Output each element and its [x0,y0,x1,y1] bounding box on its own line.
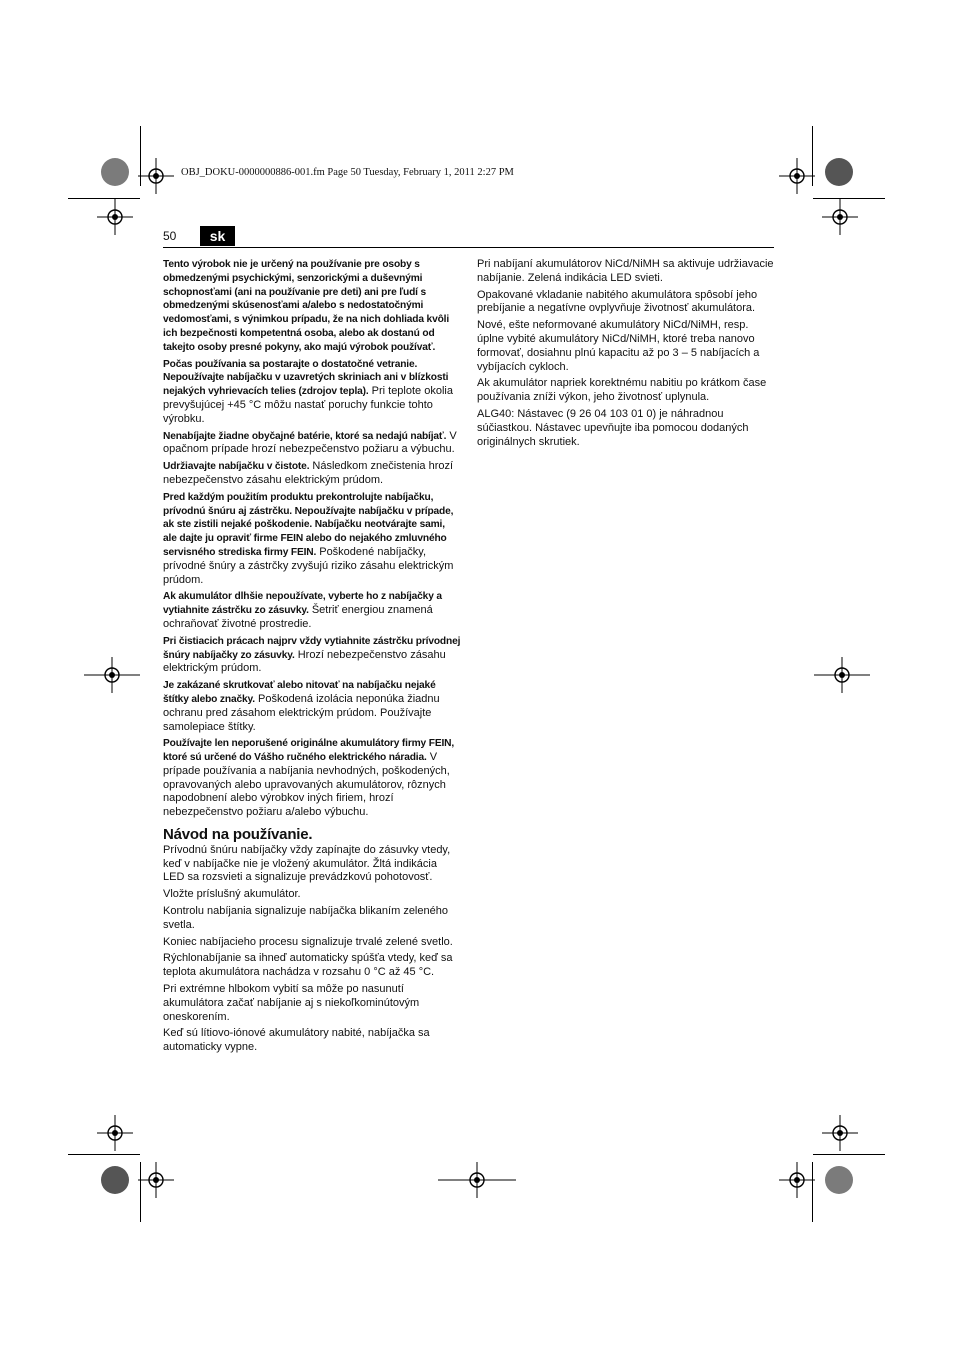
paragraph: Kontrolu nabíjania signalizuje nabíjačka blikaním zeleného svetla. [163,905,448,931]
crosshair-icon [97,1115,133,1151]
warning-text: V opačnom prípade hrozí nebezpečenstvo požiaru a výbuchu. [163,429,457,456]
warning-bold: Ak akumulátor dlhšie nepoužívate, vyberte ho z nabíjačky a vytiahnite zástrčku zo zásuvky. [163,591,442,617]
warning-text: Poškodené nabíjačky, prívodné šnúry a zástrčky zvyšujú riziko zásahu elektrickým prúdom. [163,545,454,586]
paragraph: Rýchlonabíjanie sa ihneď automaticky spúšťa vtedy, keď sa teplota akumulátora nachádza v rozsahu 0 °C až 45 °C. [163,952,453,979]
paragraph [163,679,461,734]
paragraph [163,430,461,458]
crosshair-icon [779,158,815,194]
crosshair-icon [138,158,174,194]
registration-wheel-icon [101,1166,129,1194]
warning-bold: Pri čistiacich prácach najprv vždy vytiahnite zástrčku prívodnej šnúry nabíjačky zo zásuvky. [163,635,461,661]
warning-text: Následkom znečistenia hrozí nebezpečenstvo zásahu elektrickým prúdom. [163,460,454,486]
crosshair-icon [97,199,133,235]
paragraph: Ak akumulátor napriek korektnému nabitiu po krátkom čase používania zníži výkon, jeho životnosť uplynula. [477,377,767,404]
paragraph [163,358,461,427]
registration-wheel-icon [825,1166,853,1194]
paragraph [163,258,461,355]
paragraph: Pri extrémne hlbokom vybití sa môže po nasunutí akumulátora začať nabíjanie aj s niekoľkominútovým oneskorením. [163,983,420,1023]
crop-line [68,1154,140,1155]
left-column [163,258,461,1058]
language-tab: sk [200,226,235,246]
paragraph [163,635,461,676]
warning-bold: Počas používania sa postarajte o dostatočné vetranie. Nepoužívajte nabíjačku v uzavretých skriniach ani v blízkosti nejakých vyhrievacích telies (zdrojov tepla). [163,358,449,398]
warning-bold: Pred každým použitím produktu prekontrolujte nabíjačku, prívodnú šnúru aj zástrčku. Nepoužívajte nabíjačku v prípade, ak ste zistili nejaké poškodenie. Nabíjačku neotvárajte sami, ale dajte ju opraviť firme FEIN alebo do nejakého zmluvného servisného strediska firmy FEIN. [163,491,454,558]
warning-bold: Je zakázané skrutkovať alebo nitovať na nabíjačku nejaké štítky alebo značky. [163,680,436,705]
paragraph [163,737,461,820]
registration-wheel-icon [101,158,129,186]
paragraph [163,491,461,588]
paragraph: Pri nabíjaní akumulátorov NiCd/NiMH sa aktivuje udržiavacie nabíjanie. Zelená indikácia LED svieti. [477,258,774,284]
paragraph: Keď sú lítiovo-iónové akumulátory nabité, nabíjačka sa automaticky vypne. [163,1027,430,1054]
section-heading: Návod na používanie. [163,826,313,844]
right-column [477,258,775,452]
warning-text: V prípade používania a nabíjania nevhodných, poškodených, opravovaných alebo upravovaných akumulátorov, rôznych napodobnení alebo výrobkov iných firiem, hrozí nebezpečenstvo požiaru a/alebo výbuchu. [163,751,450,819]
paragraph: Koniec nabíjacieho procesu signalizuje trvalé zelené svetlo. [163,935,453,948]
registration-wheel-icon [825,158,853,186]
paragraph: Vložte príslušný akumulátor. [163,888,301,901]
page-number: 50 [163,229,177,243]
crosshair-icon [438,1162,516,1198]
crosshair-icon [84,657,140,693]
paragraph: Nové, ešte neformované akumulátory NiCd/NiMH, resp. úplne vybité akumulátory NiCd/NiMH, ktoré treba nanovo formovať, dosiahnu plnú kapacitu až po 3 – 5 nabíjacích a vybíjacích cykloch. [477,319,760,373]
warning-bold: Nenabíjajte žiadne obyčajné batérie, ktoré sa nedajú nabíjať. [163,430,447,442]
warning-text: Hrozí nebezpečenstvo zásahu elektrickým prúdom. [163,648,446,675]
warning-bold: Udržiavajte nabíjačku v čistote. [163,461,310,473]
crop-line [813,1154,885,1155]
crosshair-icon [814,657,870,693]
crosshair-icon [779,1162,815,1198]
warning-bold: Používajte len neporušené originálne akumulátory firmy FEIN, ktoré sú určené do Vášho ručného elektrického náradia. [163,738,455,764]
paragraph: Opakované vkladanie nabitého akumulátora spôsobí jeho prebíjanie a negatívne ovplyvňuje životnosť akumulátora. [477,288,758,315]
warning-text: Šetriť energiou znamená ochraňovať životné prostredie. [163,604,433,630]
crosshair-icon [822,1115,858,1151]
paragraph [163,460,461,488]
crosshair-icon [138,1162,174,1198]
paragraph: Prívodnú šnúru nabíjačky vždy zapínajte do zásuvky vtedy, keď v nabíjačke nie je vložený akumulátor. Žltá indikácia LED sa rozsvieti a signalizuje prevádzkovú pohotovosť. [163,843,451,884]
warning-text: Pri teplote okolia prevyšujúcej +45 °C môžu nastať poruchy funkcie tohto výrobku. [163,385,453,425]
paragraph: ALG40: Nástavec (9 26 04 103 01 0) je náhradnou súčiastkou. Nástavec upevňujte iba pomocou dodaných originálnych skrutiek. [477,407,749,448]
warning-bold: Tento výrobok nie je určený na používanie pre osoby s obmedzenými psychickými, senzorickými a duševnými schopnosťami (ani na používanie pre deti) ani pre ľudí s obmedzenými skúsenosťami a/alebo s nedostatočnými vedomosťami, s výnimkou prípadu, že na nich dohliada kvôli ich bezpečnosti kompetentná osoba, alebo ak dostanú od takejto osoby presné pokyny, ako majú výrobok používať. [163,259,450,353]
header-rule [163,247,774,248]
warning-text: Poškodená izolácia neponúka žiadnu ochranu pred zásahom elektrickým prúdom. Používajte samolepiace štítky. [163,692,440,733]
print-slug: OBJ_DOKU-0000000886-001.fm Page 50 Tuesday, February 1, 2011 2:27 PM [181,167,514,178]
crosshair-icon [822,199,858,235]
paragraph [163,590,461,631]
